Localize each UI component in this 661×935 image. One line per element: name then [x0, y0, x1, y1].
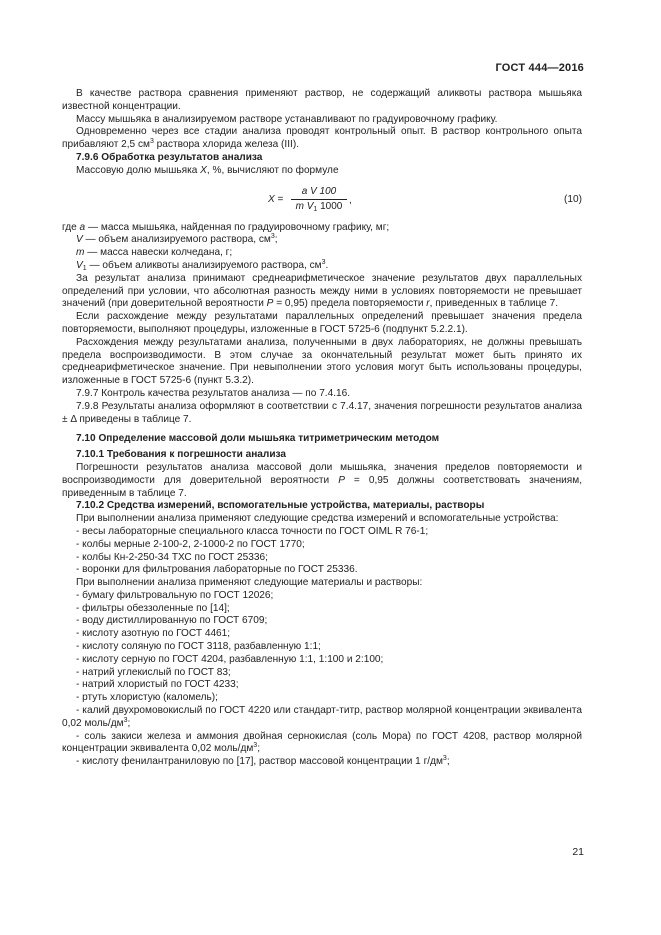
list-item: - кислоту соляную по ГОСТ 3118, разбавленную 1:1;: [76, 641, 321, 653]
paragraph: Расхождения между результатами анализа, полученными в двух лабораториях, не должны превышать предела воспроизводимости. В этом случае за окончательный результат может быть принято их среднеарифметическое значение. При невыполнении этого условия могут быть использованы процедуры, изложенные в ГОСТ 5725-6 (пункт 5.3.2).: [62, 336, 582, 387]
formula-lhs: X =: [268, 193, 284, 205]
list-item: - калий двухромовокислый по ГОСТ 4220 или стандарт-титр, раствор молярной концентрации эквивалента 0,02 моль/$дм^3$;: [62, 705, 582, 729]
list-item: - воду дистиллированную по ГОСТ 6709;: [76, 615, 268, 627]
paragraph-7-9-7: 7.9.7 Контроль качества результатов анализа — по 7.4.16.: [76, 387, 351, 399]
paragraph: В качестве раствора сравнения применяют раствор, не содержащий аликвоты раствора мышьяка известной концентрации.: [62, 88, 582, 112]
standard-header: ГОСТ 444—2016: [495, 62, 584, 74]
paragraph: Погрешности результатов анализа массовой доли мышьяка, значения пределов повторяемости и воспроизводимости для доверительной вероятности P = 0,95 должны соответствовать значениям, приведенным в таблице 7.: [62, 461, 582, 499]
list-item: - кислоту азотную по ГОСТ 4461;: [76, 628, 231, 640]
paragraph: Массовую долю мышьяка X, %, вычисляют по формуле: [76, 164, 339, 176]
section-heading-7-10-1: 7.10.1 Требования к погрешности анализа: [76, 449, 287, 461]
paragraph-7-9-8: 7.9.8 Результаты анализа оформляют в соответствии с 7.4.17, значения погрешности результатов анализа ± Δ приведены в таблице 7.: [62, 400, 582, 425]
list-item: - бумагу фильтровальную по ГОСТ 12026;: [76, 589, 274, 601]
list-item: - фильтры обеззоленные по [14];: [76, 602, 230, 614]
list-item: - ртуть хлористую (каломель);: [76, 692, 218, 704]
paragraph: При выполнении анализа применяют следующие средства измерений и вспомогательные устройства:: [76, 513, 559, 525]
paragraph: Массу мышьяка в анализируемом растворе устанавливают по градуировочному графику.: [76, 113, 498, 125]
formula-10: [62, 184, 582, 218]
list-item: - кислоту фенилантраниловую по [17], раствор массовой концентрации 1 $г/дм^3$;: [76, 755, 450, 768]
legend-v1: $V_1$ — объем аликвоты анализируемого раствора, $см^3$.: [76, 258, 329, 272]
formula-numerator: a V 100: [291, 186, 347, 201]
list-item: - воронки для фильтрования лабораторные по ГОСТ 25336.: [76, 564, 358, 576]
list-item: - натрий углекислый по ГОСТ 83;: [76, 666, 231, 678]
section-heading-7-10: 7.10 Определение массовой доли мышьяка титриметрическим методом: [76, 433, 440, 445]
legend-m: m — масса навески колчедана, г;: [76, 247, 233, 259]
list-item: - кислоту серную по ГОСТ 4204, разбавленную 1:1, 1:100 и 2:100;: [76, 653, 384, 665]
list-item: - весы лабораторные специального класса точности по ГОСТ OIML R 76-1;: [76, 525, 429, 537]
section-heading-7-9-6: 7.9.6 Обработка результатов анализа: [76, 151, 263, 163]
list-item: - соль закиси железа и аммония двойная сернокислая (соль Мора) по ГОСТ 4208, раствор молярной концентрации эквивалента 0,02 моль/$дм^3$;: [62, 730, 582, 755]
formula-comma: ,: [349, 194, 352, 206]
legend-a: где a — масса мышьяка, найденная по градуировочному графику, мг;: [62, 221, 390, 233]
paragraph: Если расхождение между результатами параллельных определений превышает значения предела повторяемости, выполняют процедуры, изложенные в ГОСТ 5725-6 (подпункт 5.2.2.1).: [62, 311, 582, 335]
legend-v: V — объем анализируемого раствора, $см^3$;: [76, 233, 278, 246]
section-heading-7-10-2: 7.10.2 Средства измерений, вспомогательные устройства, материалы, растворы: [76, 500, 485, 512]
formula-fraction: [291, 186, 347, 215]
list-item: - колбы Кн-2-250-34 ТХС по ГОСТ 25336;: [76, 551, 268, 563]
list-item: - колбы мерные 2-100-2, 2-1000-2 по ГОСТ 1770;: [76, 538, 305, 550]
paragraph: Одновременно через все стадии анализа проводят контрольный опыт. В раствор контрольного опыта прибавляют 2,5 $см^3$ раствора хлорида железа (III).: [62, 126, 582, 151]
formula-number: (10): [564, 193, 582, 205]
paragraph: При выполнении анализа применяют следующие материалы и растворы:: [76, 577, 423, 589]
document-body: [62, 88, 582, 769]
paragraph: За результат анализа принимают среднеарифметическое значение результатов двух параллельных определений при условии, что абсолютная разность между ними в условиях повторяемости не превышает значений (при доверительной вероятности P = 0,95) предела повторяемости r, приведенных в таблице 7.: [62, 272, 582, 310]
formula-denominator: m $V_1$ 1000: [295, 201, 343, 214]
page-number: 21: [572, 846, 584, 858]
list-item: - натрий хлористый по ГОСТ 4233;: [76, 679, 239, 691]
